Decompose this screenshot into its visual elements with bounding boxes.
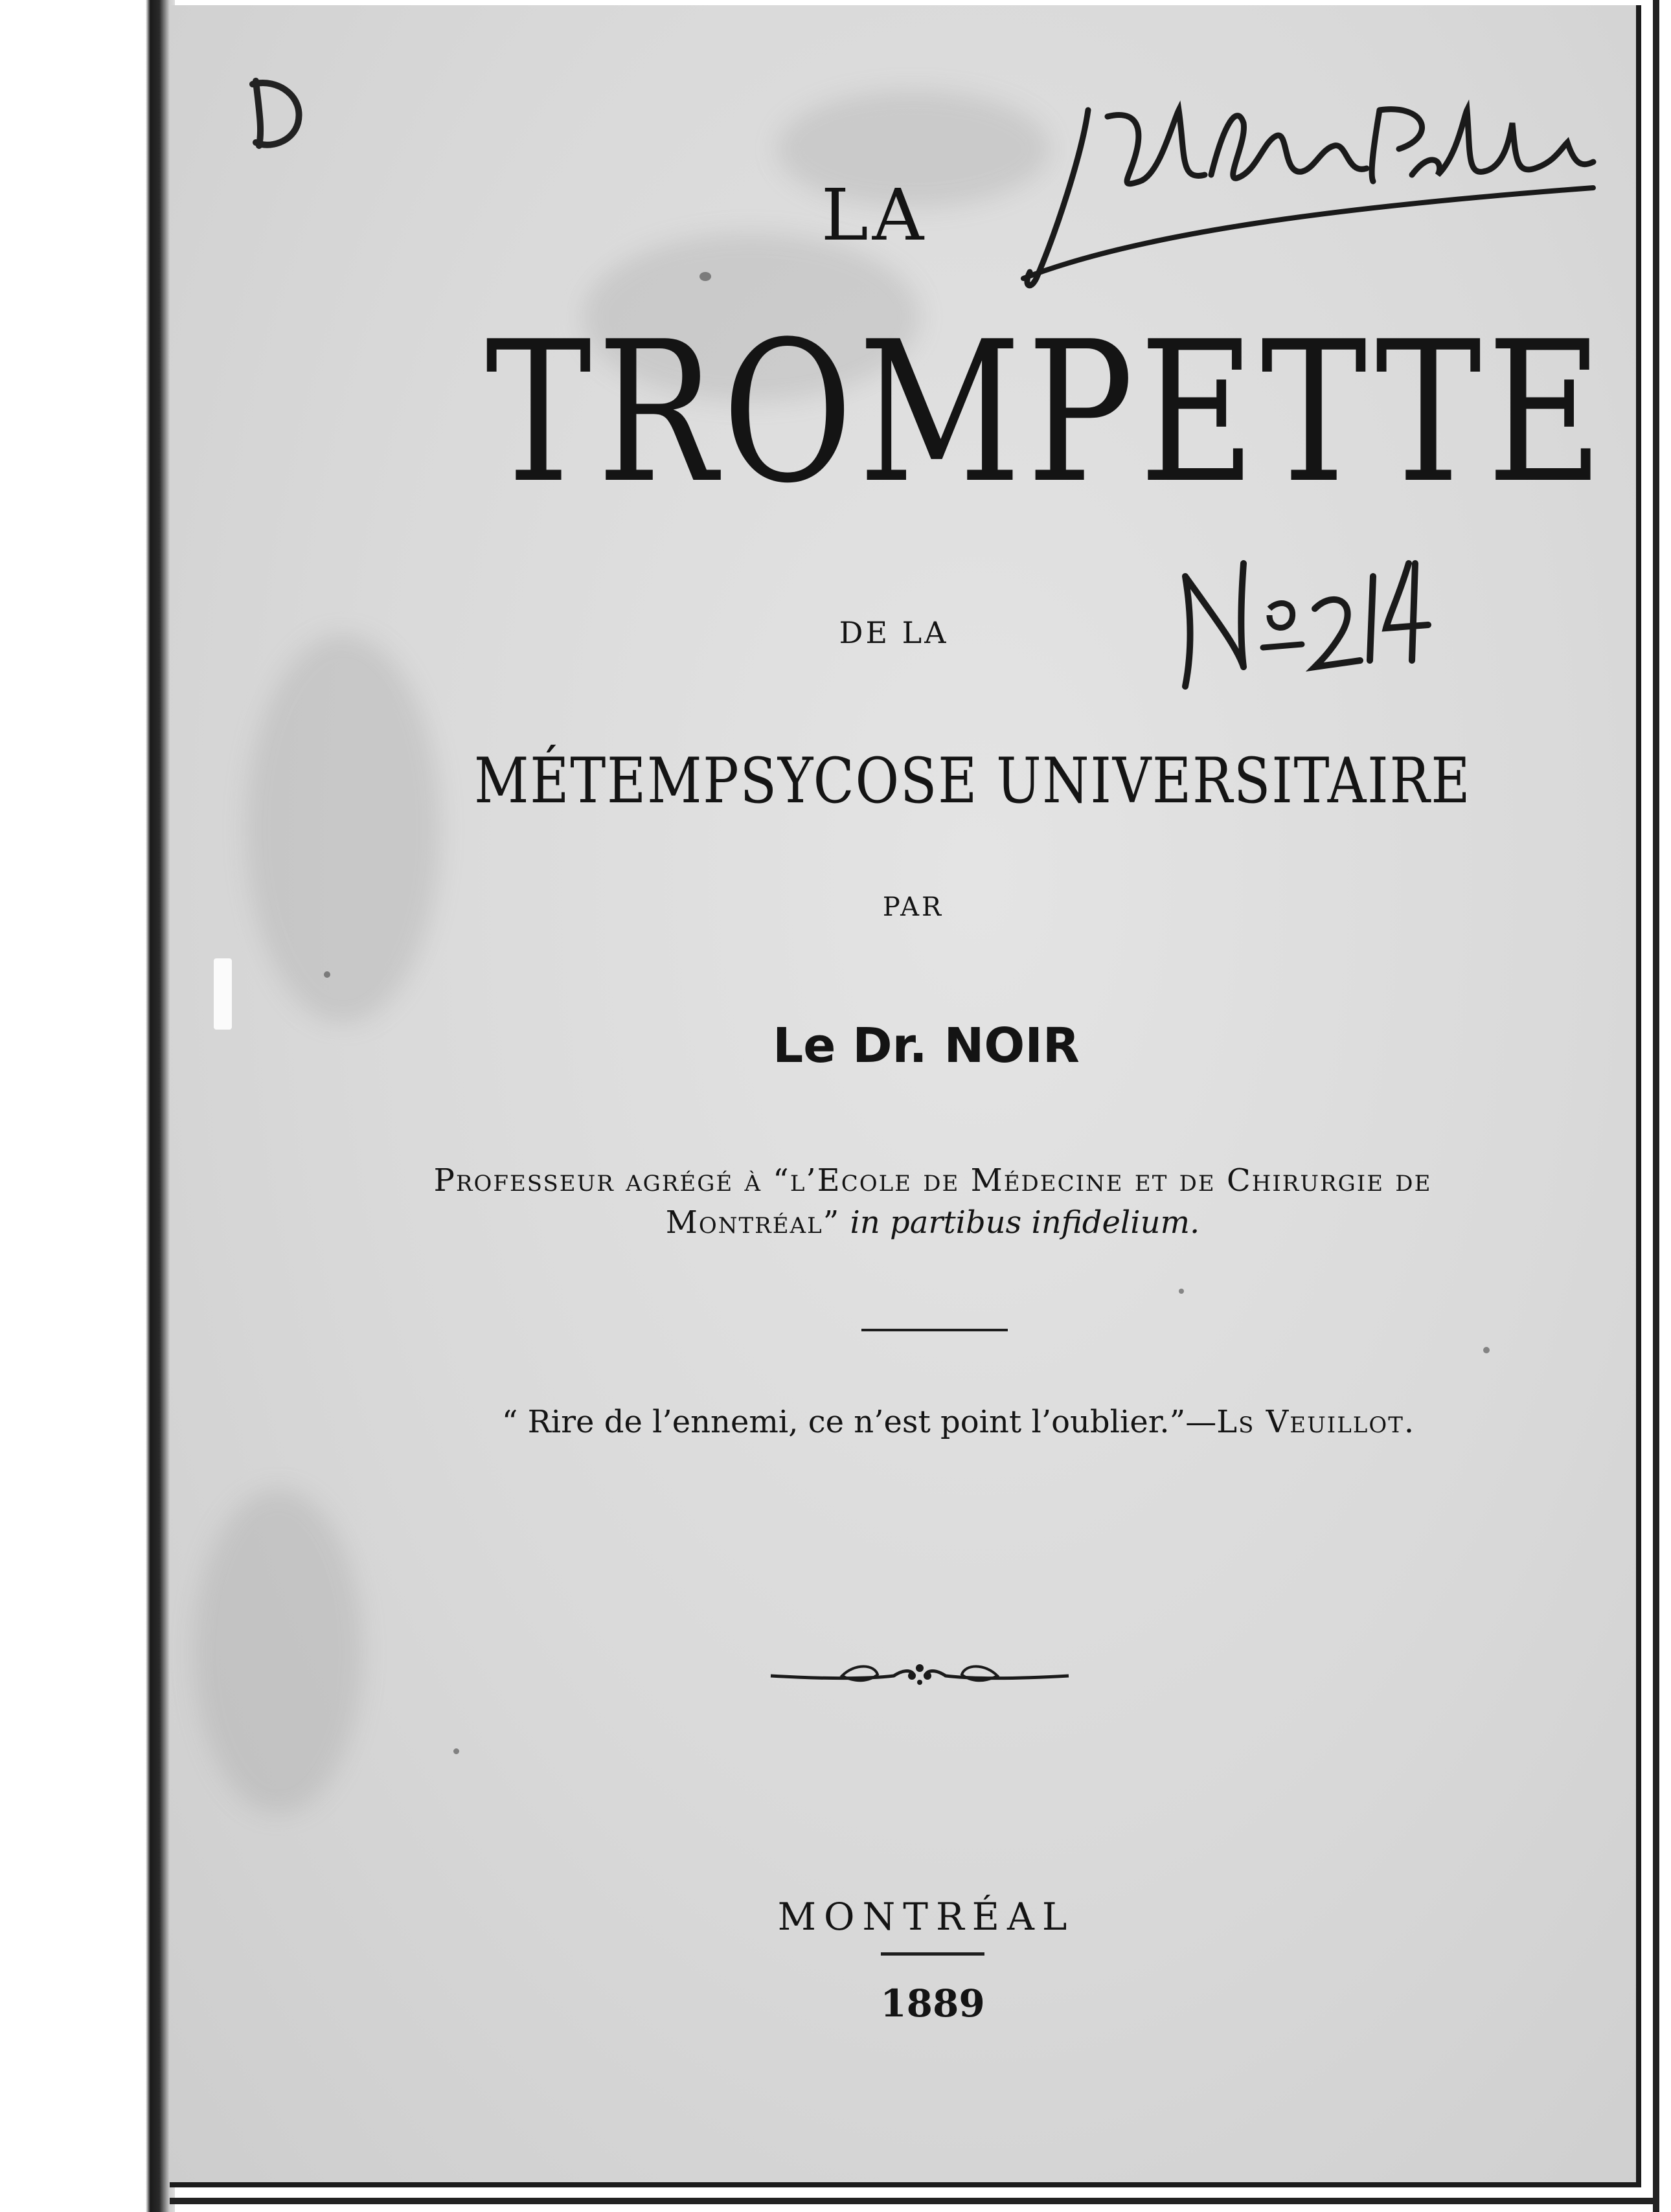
epigraph-text: “ Rire de l’ennemi, ce n’est point l’oublier.”— xyxy=(501,1404,1217,1440)
author-credentials-line-2 xyxy=(389,1204,1477,1241)
author-credentials-line-1: Professeur agrégé à “l’Ecole de Médecine et de Chirurgie de xyxy=(433,1162,1432,1199)
handwritten-shelf-number xyxy=(1166,537,1438,706)
separator-rule-bottom xyxy=(881,1952,984,1956)
paper-speck xyxy=(1179,1289,1184,1294)
book-binding-edge xyxy=(0,0,175,2212)
scan-border-bottom xyxy=(170,2198,1659,2204)
publication-place: MONTRÉAL xyxy=(777,1895,1075,1939)
scan-border-right xyxy=(1653,0,1659,2212)
printer-ornament xyxy=(764,1650,1075,1702)
publication-year: 1889 xyxy=(880,1981,985,2026)
paper-speck xyxy=(214,958,232,1030)
paper-stain xyxy=(246,635,440,1023)
paper-speck xyxy=(324,971,330,978)
title-connector: DE LA xyxy=(839,615,949,650)
main-title: TROMPETTE xyxy=(485,300,1609,526)
paper-speck xyxy=(699,272,711,281)
handwritten-signature xyxy=(1010,84,1606,298)
corner-handwritten-mark xyxy=(233,71,324,155)
separator-rule xyxy=(861,1329,1008,1331)
paper-speck xyxy=(1483,1347,1490,1353)
paper-stain xyxy=(194,1489,363,1813)
author-name: Le Dr. NOIR xyxy=(773,1018,1080,1074)
subtitle: MÉTEMPSYCOSE UNIVERSITAIRE xyxy=(474,745,1472,817)
title-article: LA xyxy=(821,174,928,256)
by-line: PAR xyxy=(882,892,944,922)
epigraph-attribution: Ls Veuillot. xyxy=(1216,1404,1416,1440)
credentials-city: Montréal” xyxy=(665,1204,841,1241)
credentials-latin-phrase: in partibus infidelium. xyxy=(850,1204,1200,1241)
epigraph xyxy=(453,1404,1464,1440)
paper-speck xyxy=(453,1748,459,1754)
